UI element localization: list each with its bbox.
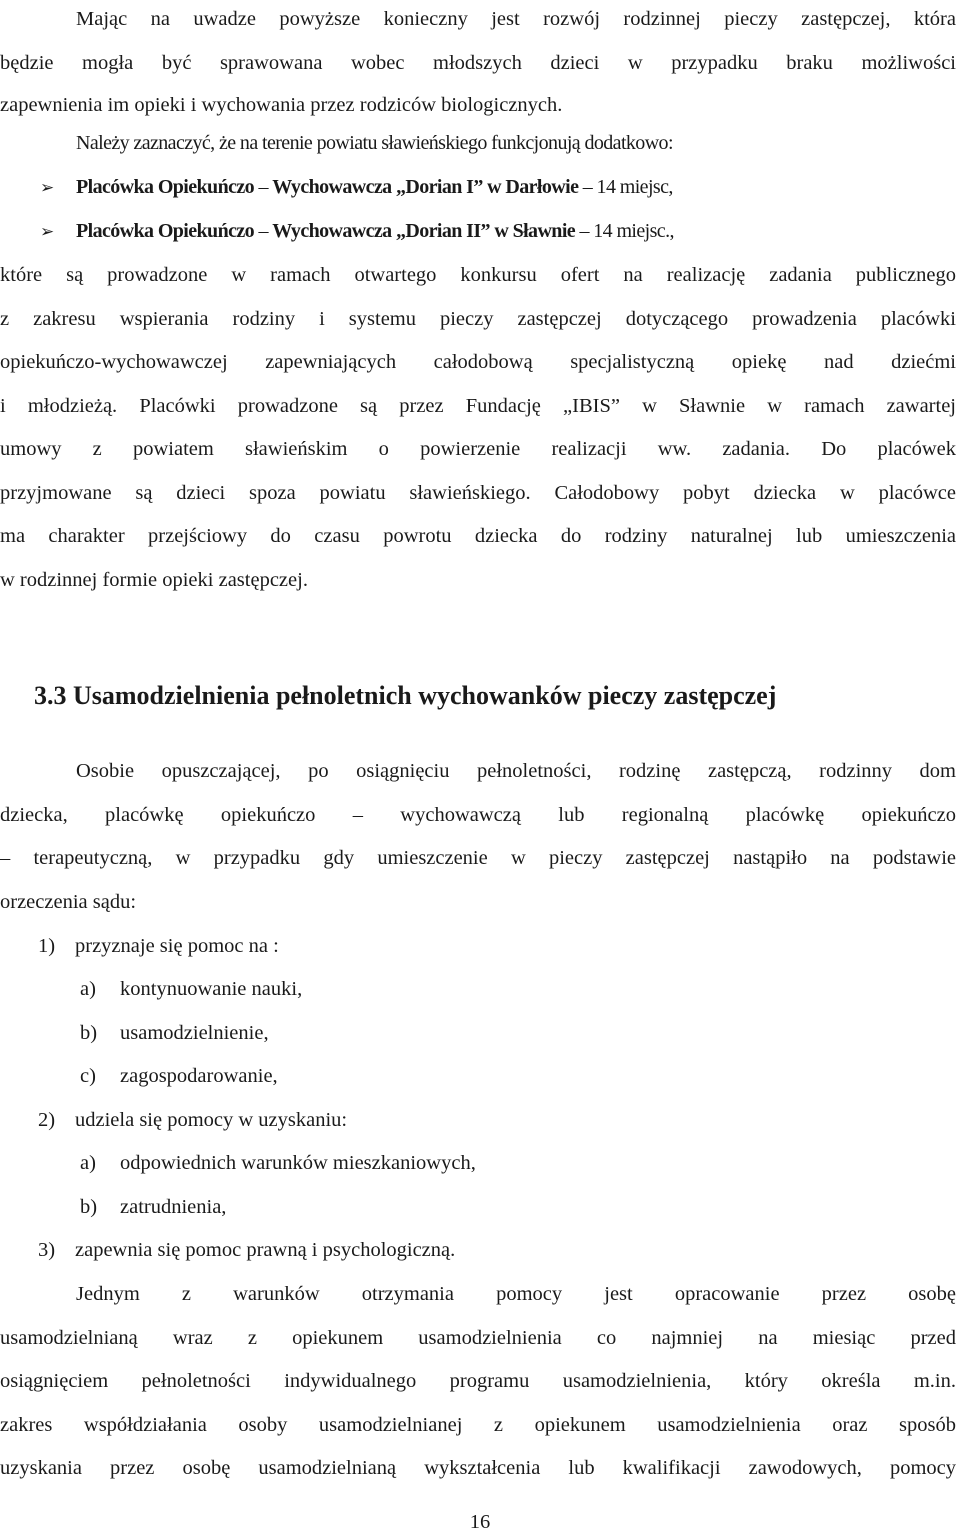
body-line: umowy z powiatem sławieńskim o powierzenie realizacji ww. zadania. Do placówek xyxy=(0,438,956,460)
list-letter: a) xyxy=(80,978,96,1000)
arrow-bullet-icon: ➢ xyxy=(40,178,54,198)
list-number: 1) xyxy=(38,935,56,957)
facility-name: Placówka Opiekuńczo xyxy=(76,176,255,198)
section-heading xyxy=(34,676,776,716)
closing-line: uzyskania przez osobę usamodzielnianą wykształcenia lub kwalifikacji zawodowych, pomocy xyxy=(0,1457,956,1479)
facility-dash: – xyxy=(254,220,273,242)
section-title: Usamodzielnienia pełnoletnich wychowanków pieczy zastępczej xyxy=(73,681,777,710)
list-letter: b) xyxy=(80,1196,98,1218)
intro-line: zapewnienia im opieki i wychowania przez rodziców biologicznych. xyxy=(0,94,563,116)
list-letter: a) xyxy=(80,1152,96,1174)
section-line: – terapeutyczną, w przypadku gdy umieszczenie w pieczy zastępczej nastąpiło na podstawie xyxy=(0,847,956,869)
body-line: w rodzinnej formie opieki zastępczej. xyxy=(0,569,308,591)
facility-item xyxy=(40,172,940,203)
intro-line: Mając na uwadze powyższe konieczny jest rozwój rodzinnej pieczy zastępczej, która xyxy=(76,8,956,30)
facility-item xyxy=(40,216,940,247)
list-subitem xyxy=(80,1061,278,1091)
list-text: udziela się pomocy w uzyskaniu: xyxy=(75,1109,348,1131)
section-line: dziecka, placówkę opiekuńczo – wychowawczą lub regionalną placówkę opiekuńczo xyxy=(0,804,956,826)
list-text: zatrudnienia, xyxy=(120,1196,227,1218)
intro-line: będzie mogła być sprawowana wobec młodszych dzieci w przypadku braku możliwości xyxy=(0,52,956,74)
arrow-bullet-icon: ➢ xyxy=(40,222,54,242)
section-number: 3.3 xyxy=(34,681,67,710)
facility-dash: – xyxy=(254,176,273,198)
list-text: zagospodarowanie, xyxy=(120,1065,278,1087)
body-line: ma charakter przejściowy do czasu powrotu dziecka do rodziny naturalnej lub umieszczenia xyxy=(0,525,956,547)
list-text: usamodzielnienie, xyxy=(120,1022,269,1044)
body-line: i młodzieżą. Placówki prowadzone są przez Fundację „IBIS” w Sławnie w ramach zawartej xyxy=(0,395,956,417)
list-subitem xyxy=(80,1018,269,1048)
closing-line: Jednym z warunków otrzymania pomocy jest opracowanie przez osobę xyxy=(76,1283,956,1305)
list-letter: c) xyxy=(80,1065,96,1087)
closing-line: osiągnięciem pełnoletności indywidualnego programu usamodzielnienia, który określa m.in. xyxy=(0,1370,956,1392)
list-item xyxy=(38,931,279,961)
list-subitem xyxy=(80,974,302,1004)
page-number: 16 xyxy=(469,1511,491,1533)
facility-name-rest: Wychowawcza „Dorian II” w Sławnie xyxy=(272,220,576,242)
list-item xyxy=(38,1235,455,1265)
list-text: przyznaje się pomoc na : xyxy=(75,935,279,957)
body-line: z zakresu wspierania rodziny i systemu pieczy zastępczej dotyczącego prowadzenia placówki xyxy=(0,308,956,330)
list-item xyxy=(38,1105,347,1135)
section-line: orzeczenia sądu: xyxy=(0,891,137,913)
additional-facilities-intro: Należy zaznaczyć, że na terenie powiatu sławieńskiego funkcjonują dodatkowo: xyxy=(76,132,673,154)
list-number: 3) xyxy=(38,1239,56,1261)
closing-line: zakres współdziałania osoby usamodzielnianej z opiekunem usamodzielnienia oraz sposób xyxy=(0,1414,956,1436)
body-line: opiekuńczo-wychowawczej zapewniających całodobową specjalistyczną opiekę nad dziećmi xyxy=(0,351,956,373)
facility-trail: , xyxy=(669,220,674,242)
list-subitem xyxy=(80,1148,476,1178)
facility-name: Placówka Opiekuńczo xyxy=(76,220,255,242)
body-line: które są prowadzone w ramach otwartego konkursu ofert na realizację zadania publicznego xyxy=(0,264,956,286)
facility-name-rest: Wychowawcza „Dorian I” w Darłowie xyxy=(272,176,579,198)
list-letter: b) xyxy=(80,1022,98,1044)
closing-line: usamodzielnianą wraz z opiekunem usamodzielnienia co najmniej na miesiąc przed xyxy=(0,1327,956,1349)
body-line: przyjmowane są dzieci spoza powiatu sławieńskiego. Całodobowy pobyt dziecka w placówce xyxy=(0,482,956,504)
section-line: Osobie opuszczającej, po osiągnięciu pełnoletności, rodzinę zastępczą, rodzinny dom xyxy=(76,760,956,782)
list-text: kontynuowanie nauki, xyxy=(120,978,303,1000)
facility-places: – 14 miejsc. xyxy=(575,220,670,242)
list-text: zapewnia się pomoc prawną i psychologiczną. xyxy=(75,1239,456,1261)
list-number: 2) xyxy=(38,1109,56,1131)
list-subitem xyxy=(80,1192,226,1222)
list-text: odpowiednich warunków mieszkaniowych, xyxy=(120,1152,476,1174)
facility-places: – 14 miejsc, xyxy=(578,176,673,198)
